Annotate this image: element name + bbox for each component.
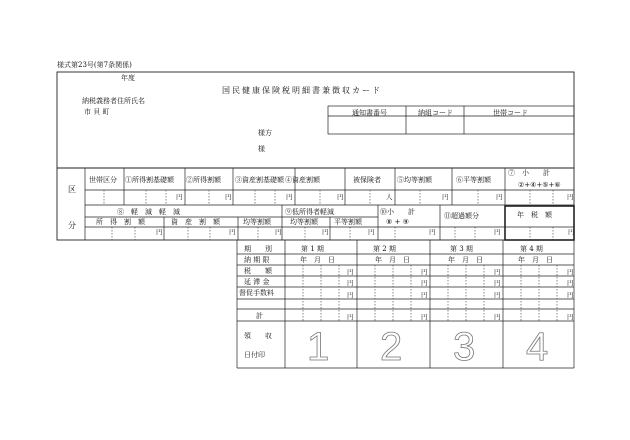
reminder-fee-row-header: 督促手数料 (239, 289, 274, 297)
yen-unit: 円 (421, 268, 428, 276)
income-levy-header: ②所得割額 (186, 176, 221, 184)
yen-unit: 円 (494, 228, 501, 236)
deadline-date: 年 月 日 (448, 256, 483, 264)
yen-unit: 円 (347, 291, 354, 299)
yen-unit: 円 (496, 193, 503, 201)
insured-header: 被保険者 (353, 176, 381, 184)
per-capita-reduction-header: 均等割額 (243, 218, 271, 226)
annual-tax-box (505, 206, 574, 240)
period-1-watermark: 1 (307, 325, 330, 369)
late-fee-row-header: 延 滞 金 (244, 278, 270, 286)
reduction-header: ⑧ 軽 減 軽 減 (117, 208, 180, 216)
per-capita-header: ⑤均等割額 (397, 176, 432, 184)
yen-unit: 円 (421, 313, 428, 321)
code-box (328, 106, 574, 134)
flat-rate-header: ⑥平等割額 (456, 176, 491, 184)
document-title: 国民健康保険税明細書兼徴収カード (222, 86, 382, 95)
yen-unit: 円 (567, 268, 574, 276)
period-4-label: 第 4 期 (520, 245, 543, 253)
income-reduction-header: 所 得 割 額 (96, 218, 145, 226)
taxpayer-label: 納税義務者住所氏名 (82, 97, 145, 105)
deadline-date: 年 月 日 (518, 256, 553, 264)
total-row-header: 計 (256, 312, 263, 320)
period-3-watermark: 3 (453, 325, 476, 369)
yen-unit: 円 (494, 313, 501, 321)
notice-number-header: 通知書番号 (352, 109, 387, 117)
side-label-bun: 分 (68, 221, 76, 230)
income-base-header: ①所得割基礎額 (125, 176, 174, 184)
fiscal-year-label: 年度 (121, 74, 135, 82)
subtotal2-header: ⑩小 計 (380, 208, 415, 216)
low-income-reduction-header: ⑨低所得者軽減 (285, 208, 334, 216)
yen-unit: 円 (275, 228, 282, 236)
yen-unit: 円 (286, 193, 293, 201)
subtotal-formula: ②+④+⑤+⑥ (518, 181, 561, 189)
period-4-watermark: 4 (526, 325, 549, 369)
yen-unit: 円 (494, 268, 501, 276)
yen-unit: 円 (337, 193, 344, 201)
yen-unit: 円 (442, 193, 449, 201)
yen-unit: 円 (567, 291, 574, 299)
yen-unit: 円 (421, 291, 428, 299)
asset-reduction-header: 資 産 割 額 (171, 218, 220, 226)
deadline-row-header: 納 期 限 (244, 256, 270, 264)
deadline-date: 年 月 日 (375, 256, 410, 264)
subtotal2-formula: ⑧ + ⑨ (386, 218, 409, 226)
persons-unit: 人 (386, 193, 393, 201)
outer-frame (57, 72, 574, 240)
period-row-header: 期 別 (244, 245, 272, 253)
date-stamp-label: 日付印 (244, 351, 265, 359)
town-name: 市 貝 町 (84, 108, 110, 116)
yen-unit: 円 (429, 228, 436, 236)
household-code-header: 世帯コード (493, 109, 528, 117)
yen-unit: 円 (567, 193, 574, 201)
receipt-label: 領 収 (244, 332, 272, 340)
yen-unit: 円 (347, 279, 354, 287)
yen-unit: 円 (567, 313, 574, 321)
yen-unit: 円 (229, 228, 236, 236)
form-number: 様式第23号(第7条関係) (57, 61, 132, 69)
yen-unit: 円 (347, 313, 354, 321)
yen-unit: 円 (347, 268, 354, 276)
side-label-ku: 区 (68, 185, 76, 194)
period-3-label: 第 3 期 (450, 245, 473, 253)
excess-header: ⑪超過額分 (444, 212, 479, 220)
yen-unit: 円 (494, 279, 501, 287)
yen-unit: 円 (156, 228, 163, 236)
period-1-label: 第 1 期 (301, 245, 324, 253)
yen-unit: 円 (225, 193, 232, 201)
low-income-per-capita-header: 均等割額 (290, 218, 318, 226)
deadline-date: 年 月 日 (300, 256, 335, 264)
honorific-sama: 様 (258, 145, 265, 153)
yen-unit: 円 (567, 279, 574, 287)
asset-base-header: ③資産割基礎額 (235, 176, 284, 184)
period-2-watermark: 2 (380, 325, 403, 369)
tax-row-header: 税 額 (244, 267, 272, 275)
yen-unit: 円 (368, 228, 375, 236)
asset-levy-header: ④資産割額 (285, 176, 320, 184)
payment-code-header: 納組コード (418, 109, 453, 117)
honorific-sama-kata: 様方 (258, 129, 272, 137)
yen-unit: 円 (421, 279, 428, 287)
low-income-flat-header: 平等割額 (334, 218, 362, 226)
period-2-label: 第 2 期 (373, 245, 396, 253)
subtotal-header: ⑦ 小 計 (508, 169, 550, 177)
household-class-header: 世帯区分 (89, 176, 117, 184)
yen-unit: 円 (176, 193, 183, 201)
yen-unit: 円 (494, 291, 501, 299)
yen-unit: 円 (322, 228, 329, 236)
annual-tax-header: 年 税 額 (517, 211, 552, 219)
yen-unit: 円 (568, 228, 575, 236)
